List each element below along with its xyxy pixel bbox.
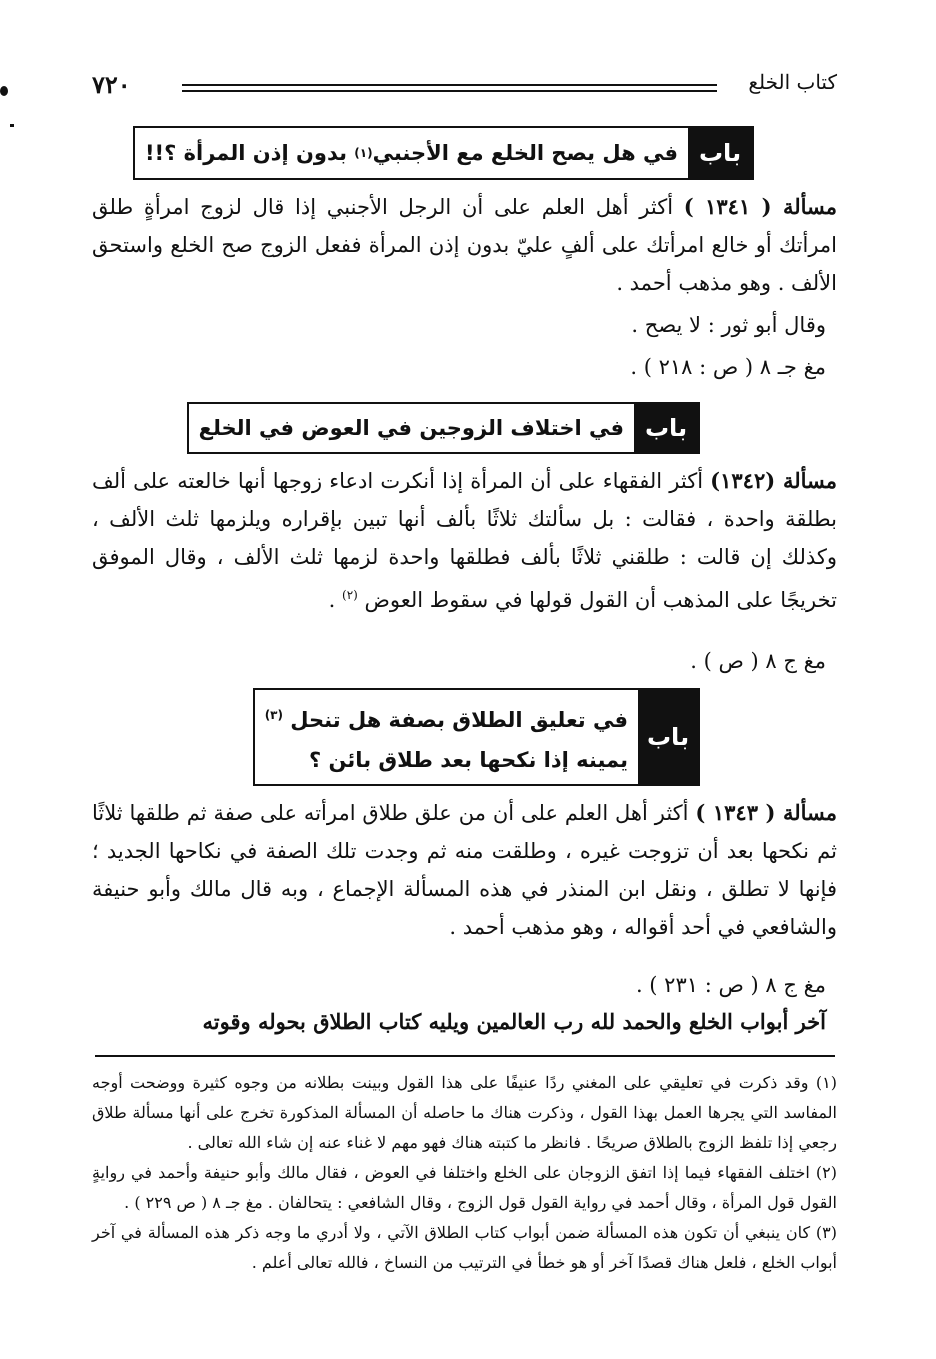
issue-paragraph	[92, 462, 837, 619]
text-line: وقال أبو ثور : لا يصح .	[631, 313, 826, 337]
chapter-title-line1: في تعليق الطلاق بصفة هل تنحل $^{(٣)}$	[264, 707, 628, 732]
issue-number: مسألة (١٣٤٢)	[710, 468, 837, 493]
scan-mark	[0, 86, 8, 96]
source-reference: مغ ج ٨ ( ص ) .	[690, 649, 826, 673]
chapter-heading	[189, 404, 634, 452]
source-reference: مغ ج ٨ ( ص : ٢٣١ ) .	[635, 973, 826, 997]
closing-statement: آخر أبواب الخلع والحمد لله رب العالمين ويليه كتاب الطلاق بحوله وقوته	[202, 1009, 826, 1034]
issue-text: أكثر أهل العلم على أن الرجل الأجنبي إذا قال لزوج امرأةٍ طلق امرأتك أو خالع امرأتك على ألفٍ عليّ بدون إذن المرأة ففعل الزوج صح الخلع واستحق الألف . وهو مذهب أحمد .	[92, 195, 837, 295]
chapter-title-line2: يمينه إذا نكحها بعد طلاق بائن ؟	[309, 747, 628, 772]
footnote: (١) وقد ذكرت في تعليقي على المغني ردًا عنيفًا على هذا القول وبينت بطلانه من وجوه كثيرة ووضحت أوجه المفاسد التي يجرها العمل بهذا القول ، وذكرت هناك ما حاصله أن المسألة المذكورة تخرج على أنها مسألة طلاق رجعي إذا تلفظ الزوج بالطلاق صريحًا . فانظر ما كتبته هناك فهو مهم لا غناء عنه إن شاء الله تعالى .	[92, 1073, 837, 1152]
running-header	[92, 66, 837, 106]
page-number: ٧٢٠	[92, 70, 131, 99]
scan-mark	[10, 124, 14, 127]
issue-paragraph	[92, 188, 837, 302]
header-double-rule	[182, 84, 717, 92]
source-reference: مغ جـ ٨ ( ص : ٢١٨ ) .	[630, 355, 826, 379]
chapter-title: في هل يصح الخلع مع الأجنبي	[372, 141, 678, 165]
chapter-heading-box	[187, 402, 700, 454]
footnote: (٢) اختلف الفقهاء فيما إذا اتفق الزوجان على الخلع واختلفا في العوض ، فقال مالك وأبو حنيفة وأحمد في روايةٍ القول قول المرأة ، وقال أحمد في رواية القول قول الزوج ، وقال الشافعي : يتحالفان . مغ جـ ٨ ( ص ٢٢٩ ) .	[92, 1163, 837, 1212]
chapter-heading-box	[253, 688, 700, 786]
issue-text-end: .	[328, 588, 336, 612]
chapter-heading-box	[133, 126, 754, 180]
issue-text: أكثر الفقهاء على أن المرأة إذا أنكرت ادعاء زوجها أنها خالعته على ألف بطلقة واحدة ، فقالت : بل سألتك ثلاثًا بألف أنها تبين بإقراره ويلزمها ثلث الألف ، وكذلك إن قالت : طلقني ثلاثًا بألف فطلقها واحدة لزمها ثلث الألف ، وقال الموفق تخريجًا على المذهب أن القول قولها في سقوط العوض	[92, 469, 838, 612]
bab-label: باب	[638, 690, 698, 784]
footnote-separator	[95, 1055, 835, 1057]
bab-label: باب	[634, 404, 698, 452]
chapter-title: في اختلاف الزوجين في العوض في الخلع	[198, 416, 624, 440]
running-title: كتاب الخلع	[748, 70, 837, 94]
footnote-marker: (١)	[354, 146, 373, 160]
issue-number: مسألة ( ١٣٤٣ )	[695, 800, 837, 825]
bab-label: باب	[688, 128, 752, 178]
footnote-marker: (٣)	[264, 707, 283, 722]
issue-number: مسألة ( ١٣٤١ )	[683, 194, 837, 219]
footnote: (٣) كان ينبغي أن تكون هذه المسألة ضمن أبواب كتاب الطلاق الآتي ، ولا أدري ما وجه ذكر هذه المسألة في آخر أبواب الخلع ، فلعل هناك قصدًا آخر أو هو خطأ في الترتيب من النساخ ، فالله تعالى أعلم .	[92, 1223, 837, 1272]
chapter-heading	[135, 128, 688, 178]
issue-text: أكثر أهل العلم على أن من علق طلاق امرأته على صفة ثم طلقها ثلاثًا ثم نكحها بعد أن تزوجت غيره ، وطلقت منه ثم وجدت تلك الصفة في نكاحها الجديد ؛ فإنها لا تطلق ، ونقل ابن المنذر في هذه المسألة الإجماع ، وبه قال مالك وأبو حنيفة والشافعي في أحد أقواله ، وهو مذهب أحمد .	[92, 801, 837, 939]
footnotes	[92, 1068, 837, 1278]
chapter-title-tail: بدون إذن المرأة ؟!!	[144, 141, 347, 165]
chapter-heading	[255, 690, 638, 784]
footnote-marker: (٢)	[342, 588, 358, 602]
issue-paragraph	[92, 794, 837, 946]
